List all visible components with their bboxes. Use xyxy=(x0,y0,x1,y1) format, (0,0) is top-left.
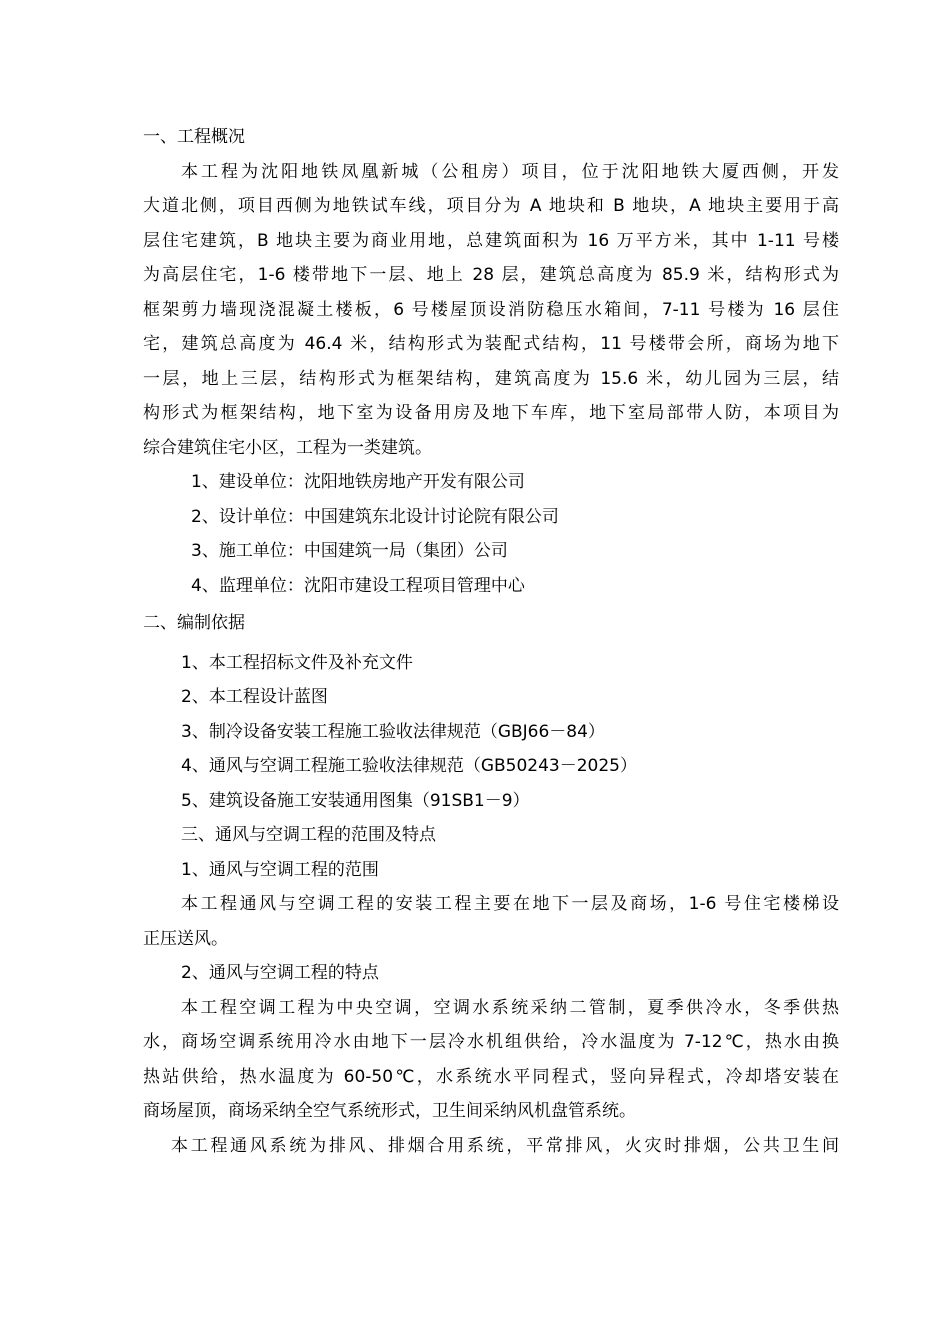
paragraph-line: 层住宅建筑，B 地块主要为商业用地，总建筑面积为 16 万平方米，其中 1-11 号楼 xyxy=(143,230,839,251)
paragraph-line: 水，商场空调系统用冷水由地下一层冷水机组供给，冷水温度为 7-12℃，热水由换 xyxy=(143,1032,839,1052)
features-paragraph xyxy=(143,991,839,1129)
ventilation-paragraph xyxy=(143,1129,839,1164)
paragraph-line: 正压送风。 xyxy=(143,928,228,949)
project-units-list xyxy=(143,465,839,603)
subsection-heading-scope: 1、通风与空调工程的范围 xyxy=(181,859,379,880)
paragraph-line: 框架剪力墙现浇混凝土楼板，6 号楼屋顶设消防稳压水箱间，7-11 号楼为 16 层住 xyxy=(143,299,839,320)
list-item: 1、建设单位：沈阳地铁房地产开发有限公司 xyxy=(191,472,525,492)
paragraph-line: 本工程通风与空调工程的安装工程主要在地下一层及商场，1-6 号住宅楼梯设 xyxy=(181,894,839,914)
paragraph-line: 宅，建筑总高度为 46.4 米，结构形式为装配式结构，11 号楼带会所，商场为地下 xyxy=(143,334,839,354)
paragraph-line: 商场屋顶，商场采纳全空气系统形式，卫生间采纳风机盘管系统。 xyxy=(143,1101,636,1121)
list-item: 3、施工单位：中国建筑一局（集团）公司 xyxy=(191,541,508,561)
paragraph-line: 本工程空调工程为中央空调，空调水系统采纳二管制，夏季供冷水，冬季供热 xyxy=(181,997,839,1018)
paragraph-line: 本工程通风系统为排风、排烟合用系统，平常排风，火灾时排烟，公共卫生间 xyxy=(171,1135,839,1156)
paragraph-line: 本工程为沈阳地铁凤凰新城（公租房）项目，位于沈阳地铁大厦西侧，开发 xyxy=(181,161,839,182)
paragraph-line: 大道北侧，项目西侧为地铁试车线，项目分为 A 地块和 B 地块，A 地块主要用于高 xyxy=(143,196,839,216)
paragraph-line: 一层，地上三层，结构形式为框架结构，建筑高度为 15.6 米，幼儿园为三层，结 xyxy=(143,368,839,389)
section-heading-scope: 三、通风与空调工程的范围及特点 xyxy=(181,825,436,845)
list-item: 4、监理单位：沈阳市建设工程项目管理中心 xyxy=(191,575,525,596)
list-item: 2、设计单位：中国建筑东北设计讨论院有限公司 xyxy=(191,506,559,527)
document-body xyxy=(143,120,839,1163)
list-item: 4、通风与空调工程施工验收法律规范（GB50243－2025） xyxy=(181,756,637,776)
list-item: 5、建筑设备施工安装通用图集（91SB1－9） xyxy=(181,790,530,811)
list-item: 1、本工程招标文件及补充文件 xyxy=(181,652,413,673)
section-heading-basis: 二、编制依据 xyxy=(143,613,245,633)
list-item: 2、本工程设计蓝图 xyxy=(181,687,328,707)
basis-list xyxy=(143,646,839,819)
subsection-heading-features: 2、通风与空调工程的特点 xyxy=(181,963,379,983)
scope-paragraph xyxy=(143,887,839,956)
paragraph-line: 构形式为框架结构，地下室为设备用房及地下车库，地下室局部带人防，本项目为 xyxy=(143,403,839,423)
list-item: 3、制冷设备安装工程施工验收法律规范（GBJ66－84） xyxy=(181,721,605,742)
paragraph-line: 综合建筑住宅小区，工程为一类建筑。 xyxy=(143,437,432,458)
section-heading-overview: 一、工程概况 xyxy=(143,127,245,147)
paragraph-line: 为高层住宅，1-6 楼带地下一层、地上 28 层，建筑总高度为 85.9 米，结构形式为 xyxy=(143,265,839,285)
paragraph-line: 热站供给，热水温度为 60-50℃，水系统水平同程式，竖向异程式，冷却塔安装在 xyxy=(143,1066,839,1087)
overview-paragraph xyxy=(143,155,839,466)
